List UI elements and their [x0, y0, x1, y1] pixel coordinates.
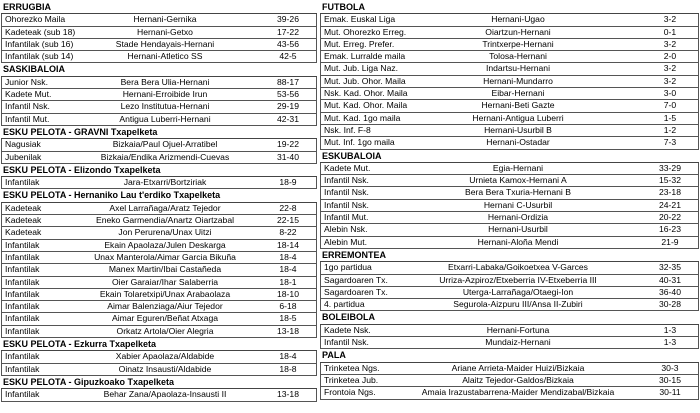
- match-score: 33-29: [659, 162, 681, 173]
- result-row: [320, 113, 699, 125]
- category-label: Infantilak: [5, 313, 40, 324]
- match-score: 31-40: [277, 151, 299, 162]
- result-row: [320, 224, 699, 236]
- result-row: [1, 313, 317, 325]
- match-teams: Bizkaia/Endika Arizmendi-Cuevas: [100, 151, 230, 162]
- match-teams: Segurola-Aizpuru III/Ansa II-Zubiri: [453, 299, 583, 310]
- match-score: 16-23: [659, 224, 681, 235]
- result-row: [1, 277, 317, 289]
- category-label: 4. partidua: [324, 299, 365, 310]
- category-label: Kadeteak (sub 18): [5, 26, 76, 37]
- result-row: [320, 137, 699, 149]
- match-score: 43-56: [277, 38, 299, 49]
- match-teams: Trintxerpe-Hernani: [482, 38, 554, 49]
- match-teams: Hernani-Fortuna: [486, 324, 550, 335]
- match-teams: Hernani-Ugao: [491, 14, 545, 25]
- match-teams: Oier Garaiar/Ihar Salaberria: [111, 276, 219, 287]
- category-label: Infantilak (sub 14): [5, 51, 74, 62]
- match-score: 39-26: [277, 14, 299, 25]
- result-row: [1, 252, 317, 264]
- match-score: 19-22: [277, 139, 299, 150]
- match-teams: Tolosa-Hernani: [489, 51, 547, 62]
- category-label: Infantilak: [5, 177, 40, 188]
- match-teams: Stade Hendayais-Hernani: [115, 38, 215, 49]
- result-row: [1, 89, 317, 101]
- match-teams: Egia-Hernani: [492, 162, 544, 173]
- match-teams: Aimar Eguren/Beñat Atxaga: [111, 313, 219, 324]
- match-score: 42-31: [277, 113, 299, 124]
- category-label: Mut. Ohorezko Erreg.: [324, 26, 407, 37]
- category-label: Junior Nsk.: [5, 76, 48, 87]
- section-title-saskibaloia: SASKIBALOIA: [1, 63, 317, 76]
- category-label: Infantil Nsk.: [324, 337, 369, 348]
- match-teams: Hernani-Usurbil B: [484, 124, 552, 135]
- section-title-eskubaloia: ESKUBALOIA: [320, 150, 699, 163]
- match-score: 18-9: [279, 177, 297, 188]
- result-row: [1, 14, 317, 26]
- match-score: 22-8: [279, 202, 297, 213]
- match-teams: Hernani-Mundarro: [483, 75, 553, 86]
- result-row: [1, 227, 317, 239]
- result-row: [320, 375, 699, 387]
- match-score: 53-56: [277, 89, 299, 100]
- match-teams: Uterga-Larrañaga/Otaegi-Ion: [462, 286, 574, 297]
- category-label: Mut. Inf. 1go maila: [324, 137, 395, 148]
- category-label: Infantilak: [5, 239, 40, 250]
- result-row: [320, 14, 699, 26]
- result-row: [1, 27, 317, 39]
- match-score: 22-15: [277, 215, 299, 226]
- result-row: [320, 39, 699, 51]
- result-row: [320, 163, 699, 175]
- category-label: Infantilak: [5, 351, 40, 362]
- category-label: Mut. Erreg. Prefer.: [324, 38, 395, 49]
- section-title-errugbia: ERRUGBIA: [1, 1, 317, 14]
- result-row: [1, 114, 317, 126]
- result-row: [1, 139, 317, 151]
- category-label: Frontoia Ngs.: [324, 387, 376, 398]
- match-score: 3-2: [663, 38, 677, 49]
- match-score: 30-15: [659, 374, 681, 385]
- result-row: [320, 27, 699, 39]
- match-score: 6-18: [279, 301, 297, 312]
- match-score: 18-8: [279, 363, 297, 374]
- result-row: [320, 76, 699, 88]
- match-teams: Bera Bera Ulia-Hernani: [120, 76, 210, 87]
- category-label: Sagardoaren Tx.: [324, 286, 388, 297]
- match-score: 2-0: [663, 51, 677, 62]
- category-label: Sagardoaren Tx.: [324, 274, 388, 285]
- category-label: Kadeteak: [5, 215, 42, 226]
- right-results-column: [320, 1, 699, 400]
- match-score: 18-4: [279, 264, 297, 275]
- match-score: 30-28: [659, 299, 681, 310]
- result-row: [320, 51, 699, 63]
- match-score: 1-3: [663, 324, 677, 335]
- result-row: [1, 51, 317, 63]
- match-score: 42-5: [279, 51, 297, 62]
- result-row: [320, 63, 699, 75]
- match-teams: Axel Larrañaga/Aratz Tejedor: [109, 202, 221, 213]
- match-teams: Urnieta Kamox-Hernani A: [469, 175, 567, 186]
- match-score: 30-3: [661, 362, 679, 373]
- category-label: Mut. Kad. 1go maila: [324, 112, 401, 123]
- match-teams: Hernani-Getxo: [137, 26, 193, 37]
- result-row: [1, 177, 317, 189]
- match-teams: Xabier Apaolaza/Aldabide: [115, 351, 215, 362]
- match-score: 29-19: [277, 101, 299, 112]
- category-label: Infantilak: [5, 389, 40, 400]
- result-row: [320, 175, 699, 187]
- category-label: 1go partidua: [324, 262, 372, 273]
- category-label: Emak. Euskal Liga: [324, 14, 396, 25]
- category-label: Jubenilak: [5, 151, 42, 162]
- category-label: Trinketea Ngs.: [324, 362, 380, 373]
- result-row: [320, 337, 699, 349]
- result-row: [1, 264, 317, 276]
- match-score: 7-3: [663, 137, 677, 148]
- match-teams: Indartsu-Hernani: [485, 63, 550, 74]
- result-row: [1, 240, 317, 252]
- result-row: [320, 287, 699, 299]
- result-row: [320, 325, 699, 337]
- match-score: 36-40: [659, 286, 681, 297]
- category-label: Infantilak: [5, 276, 40, 287]
- match-teams: Hernani-Erroibide Irun: [122, 89, 208, 100]
- match-score: 1-3: [663, 337, 677, 348]
- category-label: Infantil Nsk.: [324, 187, 369, 198]
- match-score: 30-11: [659, 387, 681, 398]
- category-label: Kadete Mut.: [324, 162, 371, 173]
- match-score: 18-5: [279, 313, 297, 324]
- category-label: Infantilak (sub 16): [5, 38, 74, 49]
- match-teams: Ekain Tolaretxipi/Unax Arabaolaza: [99, 288, 231, 299]
- match-teams: Hernani-Ostadar: [486, 137, 550, 148]
- match-score: 3-2: [663, 75, 677, 86]
- match-score: 24-21: [659, 199, 681, 210]
- match-teams: Lezo Institutua-Hernani: [120, 101, 210, 112]
- match-teams: Oinatz Insausti/Aldabide: [118, 363, 212, 374]
- result-row: [1, 203, 317, 215]
- result-row: [320, 100, 699, 112]
- match-score: 13-18: [277, 389, 299, 400]
- result-row: [1, 215, 317, 227]
- result-row: [1, 101, 317, 113]
- match-score: 13-18: [277, 325, 299, 336]
- match-score: 18-1: [279, 276, 297, 287]
- section-title-esku-pelota-hernaniko-lau-t-erdiko-txapelketa: ESKU PELOTA - Hernaniko Lau t'erdiko Txapelketa: [1, 189, 317, 202]
- category-label: Infantilak: [5, 325, 40, 336]
- match-teams: Etxarri-Labaka/Goikoetxea V-Garces: [448, 262, 588, 273]
- match-score: 23-18: [659, 187, 681, 198]
- category-label: Kadete Mut.: [5, 89, 52, 100]
- result-row: [1, 289, 317, 301]
- match-teams: Hernani-Gernika: [133, 14, 197, 25]
- match-score: 18-10: [277, 288, 299, 299]
- result-row: [1, 326, 317, 338]
- category-label: Trinketea Jub.: [324, 374, 379, 385]
- match-teams: Hernani-Ordizia: [487, 212, 549, 223]
- category-label: Alebin Nsk.: [324, 224, 368, 235]
- match-score: 3-2: [663, 63, 677, 74]
- result-row: [320, 125, 699, 137]
- match-score: 3-0: [663, 88, 677, 99]
- category-label: Nagusiak: [5, 139, 41, 150]
- category-label: Infantil Nsk.: [324, 175, 369, 186]
- category-label: Infantil Mut.: [5, 113, 50, 124]
- category-label: Infantil Nsk.: [324, 199, 369, 210]
- match-teams: Ekain Apaolaza/Julen Deskarga: [104, 239, 226, 250]
- result-row: [1, 77, 317, 89]
- match-teams: Behar Zana/Apaolaza-Insausti II: [103, 389, 227, 400]
- match-teams: Orkatz Artola/Oier Alegria: [116, 325, 214, 336]
- result-row: [320, 237, 699, 249]
- category-label: Infantilak: [5, 363, 40, 374]
- match-teams: Eneko Garmendia/Anartz Oiartzabal: [95, 215, 235, 226]
- match-score: 18-4: [279, 251, 297, 262]
- section-title-esku-pelota-ezkurra-txapelketa: ESKU PELOTA - Ezkurra Txapelketa: [1, 338, 317, 351]
- match-teams: Antigua Luberri-Hernani: [119, 113, 211, 124]
- match-teams: Hernani-Atletico SS: [127, 51, 203, 62]
- match-teams: Hernani-Aloña Mendi: [477, 236, 559, 247]
- match-teams: Bizkaia/Paul Ojuel-Arratibel: [112, 139, 218, 150]
- category-label: Infantilak: [5, 251, 40, 262]
- category-label: Infantilak: [5, 264, 40, 275]
- match-score: 0-1: [663, 26, 677, 37]
- match-teams: Mundaiz-Hernani: [485, 337, 551, 348]
- result-row: [1, 364, 317, 376]
- category-label: Kadeteak: [5, 202, 42, 213]
- match-teams: Urriza-Azpiroz/Etxeberria IV-Etxeberria III: [439, 274, 597, 285]
- category-label: Ohorezko Maila: [5, 14, 66, 25]
- match-teams: Bera Bera Txuria-Hernani B: [465, 187, 571, 198]
- match-teams: Jara-Etxarri/Bortziriak: [123, 177, 207, 188]
- match-score: 7-0: [663, 100, 677, 111]
- section-title-esku-pelota-elizondo-txapelketa: ESKU PELOTA - Elizondo Txapelketa: [1, 164, 317, 177]
- match-score: 1-5: [663, 112, 677, 123]
- left-results-column: [1, 1, 317, 402]
- result-row: [320, 275, 699, 287]
- section-title-esku-pelota-gipuzkoako-txapelketa: ESKU PELOTA - Gipuzkoako Txapelketa: [1, 376, 317, 389]
- section-title-pala: PALA: [320, 349, 699, 362]
- match-teams: Eibar-Hernani: [491, 88, 545, 99]
- result-row: [320, 88, 699, 100]
- match-score: 20-22: [659, 212, 681, 223]
- section-title-futbola: FUTBOLA: [320, 1, 699, 14]
- match-teams: Oiartzun-Hernani: [485, 26, 551, 37]
- match-teams: Hernani-Usurbil: [488, 224, 548, 235]
- category-label: Mut. Kad. Ohor. Maila: [324, 100, 408, 111]
- match-score: 17-22: [277, 26, 299, 37]
- section-title-boleibola: BOLEIBOLA: [320, 311, 699, 324]
- match-teams: Hernani-Antigua Luberri: [472, 112, 564, 123]
- result-row: [1, 152, 317, 164]
- result-row: [320, 187, 699, 199]
- match-teams: Unax Manterola/Aimar Garcia Bikuña: [94, 251, 236, 262]
- match-score: 18-14: [277, 239, 299, 250]
- match-score: 21-9: [661, 236, 679, 247]
- result-row: [1, 389, 317, 401]
- match-teams: Jon Perurena/Unax Uitzi: [118, 227, 212, 238]
- category-label: Mut. Jub. Liga Naz.: [324, 63, 399, 74]
- match-score: 18-4: [279, 351, 297, 362]
- section-title-erremontea: ERREMONTEA: [320, 249, 699, 262]
- result-row: [320, 387, 699, 399]
- match-teams: Hernani-Beti Gazte: [481, 100, 555, 111]
- result-row: [320, 363, 699, 375]
- match-score: 88-17: [277, 76, 299, 87]
- match-score: 32-35: [659, 262, 681, 273]
- result-row: [1, 351, 317, 363]
- result-row: [1, 301, 317, 313]
- result-row: [320, 200, 699, 212]
- category-label: Infantil Mut.: [324, 212, 369, 223]
- match-teams: Hernani C-Usurbil: [483, 199, 553, 210]
- result-row: [320, 262, 699, 274]
- match-score: 15-32: [659, 175, 681, 186]
- category-label: Alebin Mut.: [324, 236, 367, 247]
- match-teams: Manex Martin/Ibai Castañeda: [108, 264, 222, 275]
- category-label: Infantil Nsk.: [5, 101, 50, 112]
- result-row: [320, 212, 699, 224]
- category-label: Infantilak: [5, 301, 40, 312]
- result-row: [1, 39, 317, 51]
- match-teams: Amaia Irazustabarrena-Maider Mendizabal/Bizkaia: [421, 387, 615, 398]
- category-label: Emak. Lurralde maila: [324, 51, 406, 62]
- category-label: Nsk. Kad. Ohor. Maila: [324, 88, 408, 99]
- section-title-esku-pelota-gravni-txapelketa: ESKU PELOTA - GRAVNI Txapelketa: [1, 126, 317, 139]
- match-score: 1-2: [663, 124, 677, 135]
- match-teams: Ariane Arrieta-Maider Huizi/Bizkaia: [451, 362, 585, 373]
- match-score: 40-31: [659, 274, 681, 285]
- result-row: [320, 299, 699, 311]
- category-label: Nsk. Inf. F-8: [324, 124, 371, 135]
- category-label: Kadete Nsk.: [324, 324, 371, 335]
- match-score: 8-22: [279, 227, 297, 238]
- match-teams: Aimar Balenziaga/Aiur Tejedor: [107, 301, 223, 312]
- match-score: 3-2: [663, 14, 677, 25]
- category-label: Mut. Jub. Ohor. Maila: [324, 75, 406, 86]
- category-label: Kadeteak: [5, 227, 42, 238]
- category-label: Infantilak: [5, 288, 40, 299]
- match-teams: Alaitz Tejedor-Galdos/Bizkaia: [462, 374, 574, 385]
